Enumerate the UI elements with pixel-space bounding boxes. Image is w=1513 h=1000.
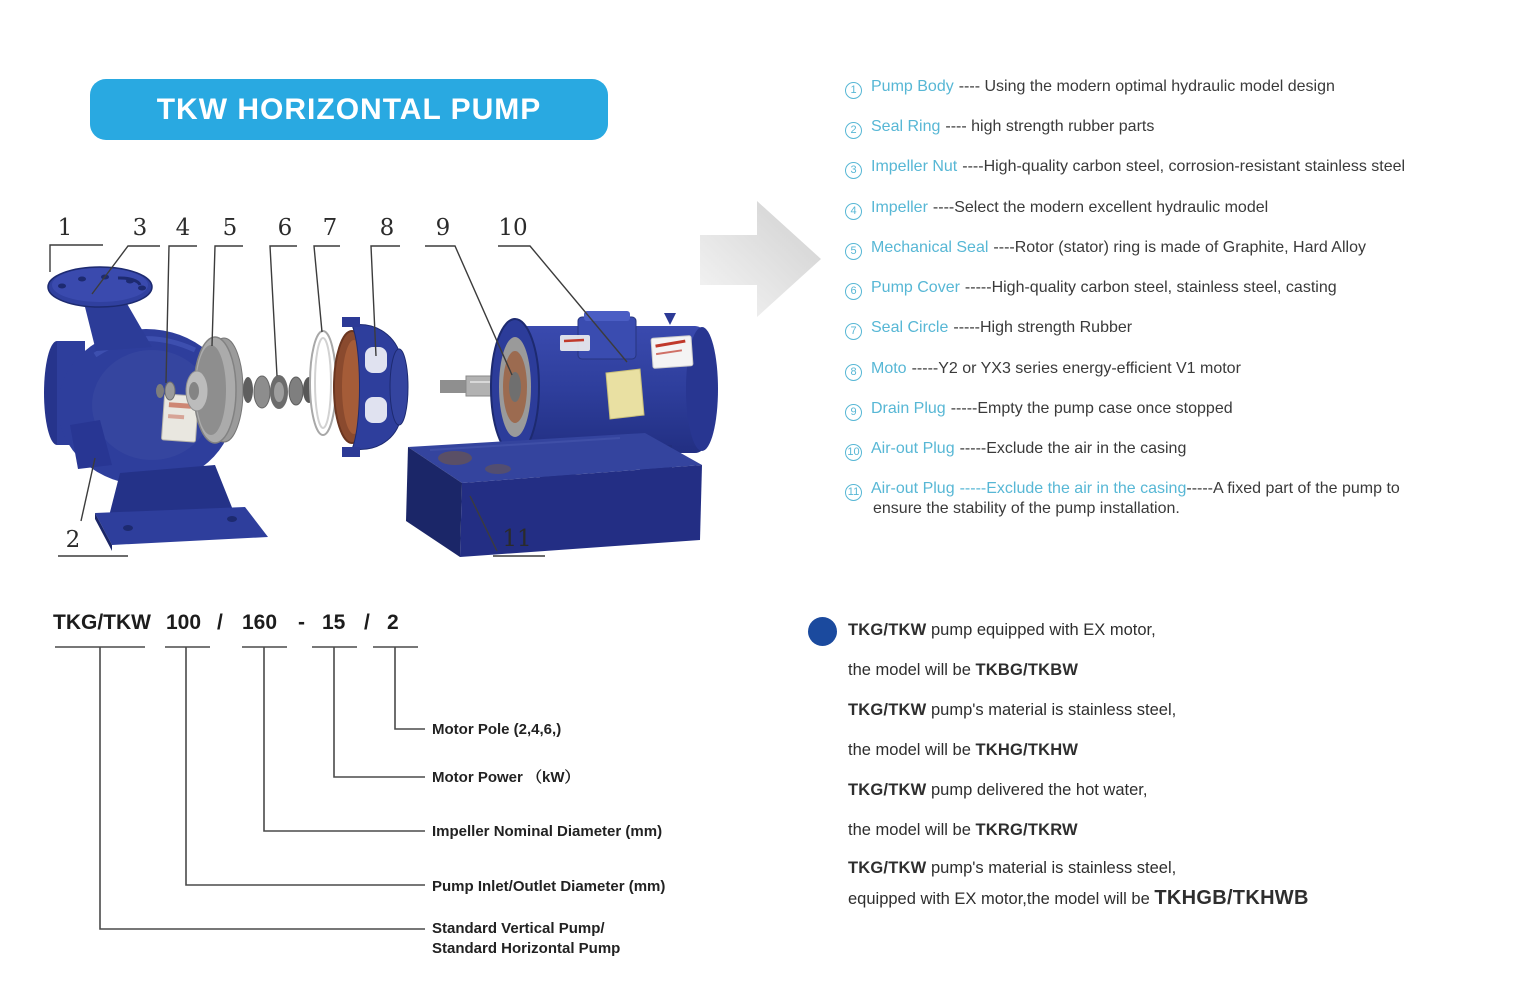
page-title: TKW HORIZONTAL PUMP (156, 92, 542, 126)
circled-number-icon: 7 (845, 323, 862, 340)
model-code (53, 611, 399, 634)
exploded-pump-diagram (0, 200, 840, 580)
callout-4: 4 (175, 215, 191, 241)
label-pump-inlet-outlet: Pump Inlet/Outlet Diameter (mm) (432, 878, 666, 895)
note-text: pump delivered the hot water, (926, 781, 1148, 799)
callout-6: 6 (277, 215, 293, 241)
circled-number-icon: 9 (845, 404, 862, 421)
part-desc: -----Exclude the air in the casing (959, 440, 1187, 457)
label-motor-pole: Motor Pole (2,4,6,) (432, 721, 562, 738)
title-banner (90, 79, 608, 140)
part-desc: -----A fixed part of the pump to (1186, 480, 1400, 497)
part-desc: ----Rotor (stator) ring is made of Graphite, Hard Alloy (993, 239, 1366, 256)
part-desc: -----High-quality carbon steel, stainless steel, casting (964, 279, 1337, 296)
note-text: pump's material is stainless steel, (926, 859, 1177, 877)
model-code-slash1: / (217, 611, 223, 634)
part-name: Air-out Plug (871, 480, 955, 497)
model-code-pole: 2 (387, 611, 399, 634)
note-line (848, 701, 1176, 720)
part-name: Air-out Plug (871, 440, 955, 457)
note-line (848, 781, 1147, 800)
callout-2: 2 (65, 527, 81, 553)
part-desc: -----Y2 or YX3 series energy-efficient V1 motor (911, 360, 1241, 377)
label-standard-line2: Standard Horizontal Pump (432, 940, 621, 957)
note-text: the model will be (848, 741, 976, 759)
part-desc: ----High-quality carbon steel, corrosion-resistant stainless steel (962, 158, 1406, 175)
part-desc: -----High strength Rubber (953, 319, 1133, 336)
circled-number-icon: 6 (845, 283, 862, 300)
callout-1: 1 (57, 215, 73, 241)
note-line (848, 741, 1078, 760)
circled-number-icon: 10 (845, 444, 862, 461)
model-variant-code: TKRG/TKRW (975, 821, 1078, 839)
seal-circle-illustration (310, 331, 336, 435)
model-code-impeller: 160 (242, 611, 278, 634)
callout-7: 7 (322, 215, 338, 241)
part-name: Drain Plug (871, 400, 946, 417)
note-text: the model will be (848, 821, 976, 839)
pump-cover-illustration (334, 317, 408, 457)
model-connector-lines (55, 647, 425, 929)
model-code-inlet: 100 (166, 611, 202, 634)
part-desc: ---- high strength rubber parts (945, 118, 1155, 135)
model-variant-code: TKHGB/TKHWB (1154, 887, 1309, 909)
model-variant-code: TKBG/TKBW (975, 661, 1079, 679)
label-impeller-diameter: Impeller Nominal Diameter (mm) (432, 823, 663, 840)
part-desc: -----Empty the pump case once stopped (950, 400, 1233, 417)
part-desc-blue: -----Exclude the air in the casing (959, 480, 1187, 497)
model-variant-notes (848, 0, 1488, 1000)
model-labels (432, 721, 665, 957)
callout-8: 8 (379, 215, 395, 241)
note-line (848, 621, 1156, 640)
part-name: Impeller (871, 199, 928, 216)
circled-number-icon: 5 (845, 243, 862, 260)
label-standard-line1: Standard Vertical Pump/ (432, 920, 605, 937)
bullet-icon (808, 617, 837, 646)
note-text: the model will be (848, 661, 976, 679)
part-name: Impeller Nut (871, 158, 958, 175)
part-name: Pump Cover (871, 279, 960, 296)
label-motor-power: Motor Power （kW） (432, 769, 580, 786)
circled-number-icon: 11 (845, 484, 862, 501)
callout-3: 3 (132, 215, 148, 241)
circled-number-icon: 8 (845, 364, 862, 381)
model-series-code: TKG/TKW (848, 621, 927, 639)
part-name: Pump Body (871, 78, 954, 95)
model-variant-code: TKHG/TKHW (975, 741, 1079, 759)
mechanical-seal-illustration (243, 375, 315, 409)
part-desc-line2: ensure the stability of the pump installation. (873, 500, 1180, 517)
part-name: Seal Ring (871, 118, 941, 135)
model-series-code: TKG/TKW (848, 781, 927, 799)
circled-number-icon: 1 (845, 82, 862, 99)
callout-9: 9 (435, 215, 451, 241)
callout-11: 11 (502, 526, 532, 552)
circled-number-icon: 2 (845, 122, 862, 139)
arrow-watermark (700, 201, 821, 317)
model-series-code: TKG/TKW (848, 701, 927, 719)
note-text: pump equipped with EX motor, (926, 621, 1156, 639)
model-code-slash2: / (364, 611, 370, 634)
part-name: Mechanical Seal (871, 239, 989, 256)
part-desc: ----Select the modern excellent hydraulic model (932, 199, 1269, 216)
note-text: pump's material is stainless steel, (926, 701, 1177, 719)
part-desc: ---- Using the modern optimal hydraulic model design (958, 78, 1335, 95)
part-name: Seal Circle (871, 319, 949, 336)
note-line (848, 859, 1176, 878)
note-line (848, 661, 1078, 680)
callout-10: 10 (498, 215, 528, 241)
model-code-power: 15 (322, 611, 346, 634)
model-code-series: TKG/TKW (53, 611, 151, 634)
circled-number-icon: 3 (845, 162, 862, 179)
note-line (848, 821, 1078, 840)
circled-number-icon: 4 (845, 203, 862, 220)
model-series-code: TKG/TKW (848, 859, 927, 877)
note-line (848, 887, 1309, 910)
part-name: Moto (871, 360, 907, 377)
model-code-dash: - (298, 611, 305, 634)
note-text: equipped with EX motor,the model will be (848, 890, 1155, 908)
callout-5: 5 (222, 215, 238, 241)
model-nomenclature (0, 590, 780, 990)
base-illustration (406, 433, 702, 557)
